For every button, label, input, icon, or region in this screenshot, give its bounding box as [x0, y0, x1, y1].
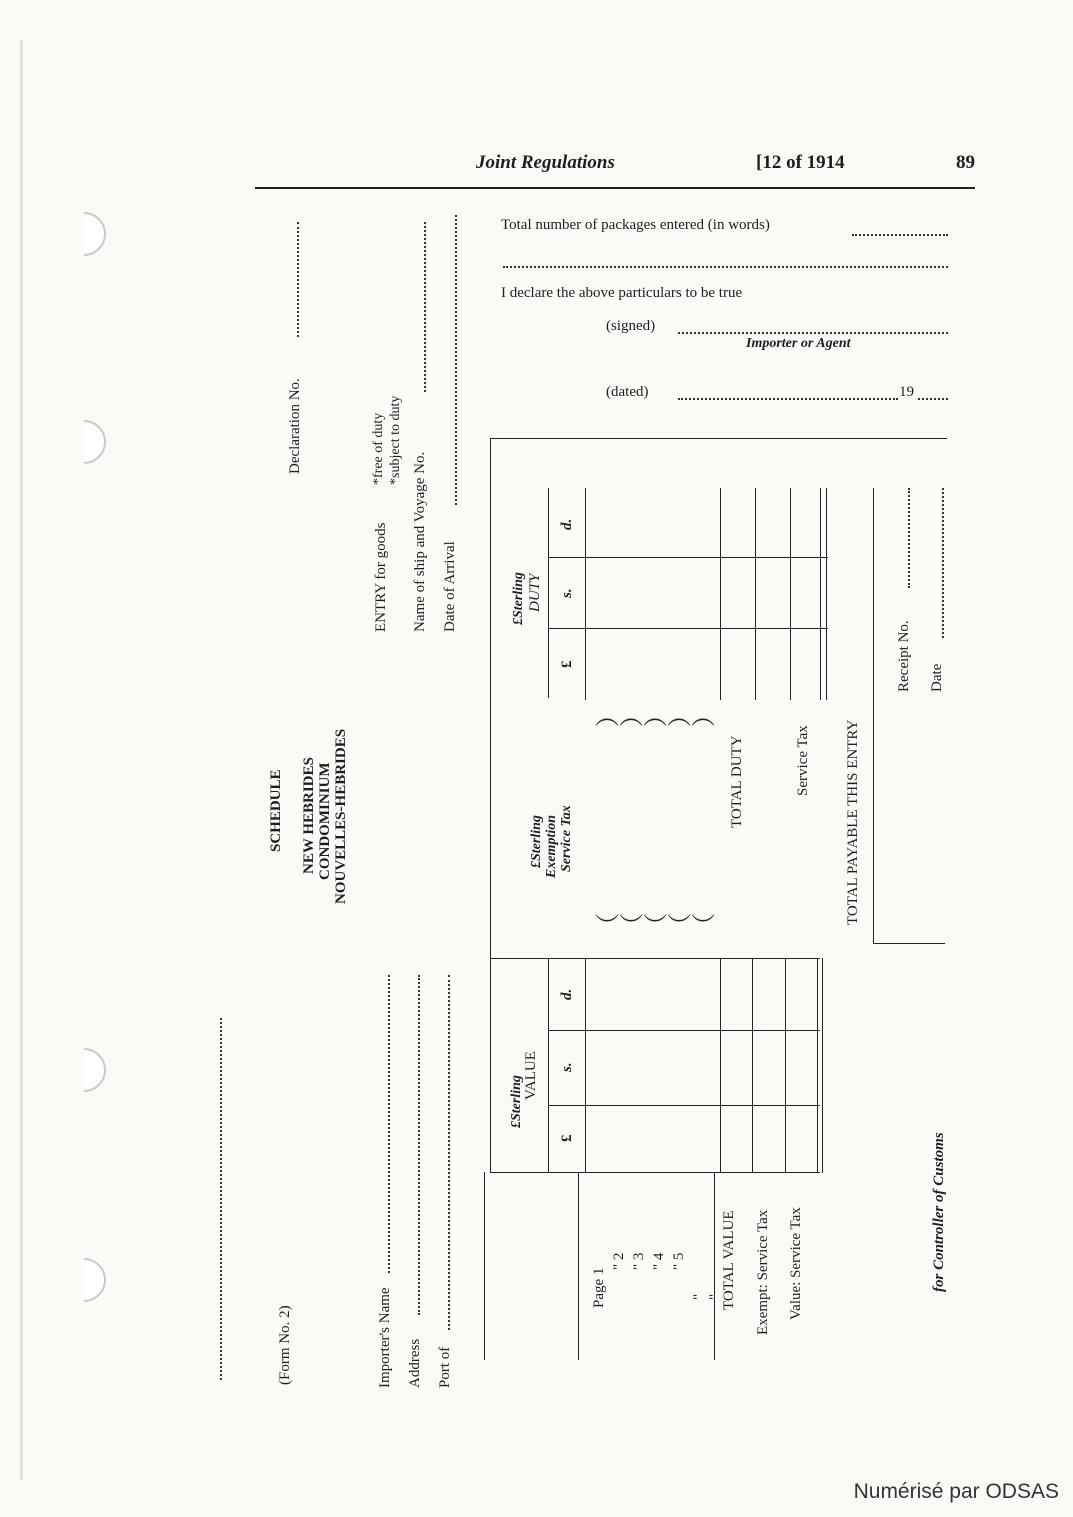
exemption-heading-sterling: £Sterling: [529, 815, 544, 868]
value-pence-col: d.: [559, 988, 575, 1000]
exemption-heading: Exemption: [544, 814, 559, 878]
date-field[interactable]: [678, 398, 898, 400]
payable-box-left: [873, 488, 874, 944]
value-heading: VALUE: [523, 1051, 539, 1100]
free-of-duty-option[interactable]: *free of duty: [371, 412, 386, 485]
territory-nouvelles-hebrides: NOUVELLES-HEBRIDES: [333, 728, 349, 904]
value-shilling-col: s.: [559, 1062, 575, 1072]
total-packages-label: Total number of packages entered (in words): [501, 217, 770, 233]
date-of-arrival-label: Date of Arrival: [442, 541, 458, 632]
receipt-no-label: Receipt No.: [896, 620, 912, 692]
page-3-row: " 3: [631, 1252, 647, 1270]
receipt-date-field[interactable]: [942, 488, 944, 638]
schedule-heading: SCHEDULE: [268, 769, 284, 852]
entry-for-goods-label: ENTRY for goods: [373, 522, 389, 632]
value-service-line: [785, 958, 786, 1173]
value-service-tax-label: Value: Service Tax: [788, 1207, 804, 1320]
exemption-brace-top: ︶︶︶︶︶: [595, 914, 715, 940]
year-prefix: 19: [899, 384, 914, 400]
total-packages-field[interactable]: [852, 234, 948, 236]
value-shilling-separator: [548, 1030, 820, 1031]
value-table-bottom: [490, 1172, 820, 1173]
value-exempt-line: [752, 958, 753, 1173]
total-duty-label: TOTAL DUTY: [729, 735, 745, 828]
column-rule-1: [490, 438, 491, 1173]
payable-box-bottom: [873, 943, 945, 944]
value-pound-separator: [548, 1105, 820, 1106]
running-header-act: [12 of 1914: [756, 152, 845, 173]
value-frame-right: [817, 958, 818, 1173]
duty-subhead-line: [548, 488, 549, 698]
date-of-arrival-field[interactable]: [455, 215, 457, 505]
duty-service-line: [755, 488, 756, 700]
page-edge: [20, 40, 23, 1480]
value-pound-col: £: [559, 1134, 575, 1142]
declaration-no-field[interactable]: [297, 222, 299, 337]
duty-table-top: [490, 438, 947, 439]
duty-frame-right-2: [826, 488, 827, 700]
page-5-row: " 5: [671, 1252, 687, 1270]
port-of-field[interactable]: [448, 975, 450, 1330]
header-rule: [255, 187, 975, 189]
controller-of-customs-caption: for Controller of Customs: [931, 1132, 947, 1292]
importers-name-field[interactable]: [388, 975, 390, 1273]
declaration-no-label: Declaration No.: [287, 378, 303, 474]
total-value-rule: [714, 1172, 715, 1360]
duty-pence-col: d.: [559, 518, 575, 530]
duty-frame-right: [820, 488, 821, 700]
receipt-no-field[interactable]: [908, 488, 910, 588]
punch-hole: [62, 420, 106, 464]
territory-new-hebrides: NEW HEBRIDES: [301, 757, 317, 874]
service-tax-label: Service Tax: [795, 725, 811, 796]
page-number: 89: [956, 152, 975, 173]
territory-condominium: CONDOMINIUM: [317, 762, 333, 880]
duty-heading: DUTY: [527, 573, 543, 612]
page-6-row: ": [691, 1293, 707, 1300]
exempt-service-tax-label: Exempt: Service Tax: [755, 1209, 771, 1335]
duty-pound-separator: [548, 628, 828, 629]
page-7-row: ": [707, 1293, 723, 1300]
signed-label: (signed): [606, 318, 656, 334]
duty-shilling-col: s.: [559, 588, 575, 598]
duty-service-line-2: [790, 488, 791, 700]
value-body-line: [585, 958, 586, 1173]
subject-to-duty-option[interactable]: *subject to duty: [388, 395, 403, 485]
ship-voyage-field[interactable]: [424, 222, 426, 392]
form-number: (Form No. 2): [277, 1305, 293, 1385]
importer-or-agent-caption: Importer or Agent: [746, 336, 851, 351]
signature-field[interactable]: [678, 332, 948, 334]
punch-hole: [62, 212, 106, 256]
column-rule-1b: [484, 1172, 485, 1360]
total-payable-label: TOTAL PAYABLE THIS ENTRY: [845, 719, 861, 925]
total-value-label: TOTAL VALUE: [721, 1210, 737, 1310]
receipt-date-label: Date: [929, 663, 945, 692]
duty-total-line: [720, 488, 721, 700]
page-4-row: " 4: [651, 1252, 667, 1270]
duty-pound-col: £: [559, 660, 575, 668]
value-subhead-line: [548, 958, 549, 1173]
ship-voyage-label: Name of ship and Voyage No.: [412, 451, 428, 632]
punch-hole: [62, 1048, 106, 1092]
total-packages-field-line-2[interactable]: [503, 266, 948, 268]
punch-hole: [62, 1258, 106, 1302]
exemption-brace-bottom: ︵︵︵︵︵: [595, 704, 715, 730]
importers-name-label: Importer's Name: [377, 1287, 393, 1388]
port-of-label: Port of: [437, 1346, 453, 1388]
declaration-statement: I declare the above particulars to be true: [501, 285, 743, 301]
exemption-heading-tax: Service Tax: [559, 805, 574, 872]
address-label: Address: [407, 1338, 423, 1388]
duty-body-line: [585, 488, 586, 700]
value-total-line: [720, 958, 721, 1173]
value-table-top: [490, 958, 820, 959]
page-2-row: " 2: [611, 1252, 627, 1270]
duty-heading-sterling: £Sterling: [511, 572, 526, 625]
duty-shilling-separator: [548, 557, 828, 558]
address-field[interactable]: [418, 975, 420, 1315]
running-header-title: Joint Regulations: [476, 152, 615, 173]
dated-label: (dated): [606, 384, 649, 400]
controller-signature-field[interactable]: [220, 1018, 222, 1380]
page-1-row: Page 1: [591, 1267, 607, 1308]
pages-column-line: [578, 1172, 579, 1360]
value-heading-sterling: £Sterling: [509, 1075, 524, 1128]
digitization-credit: Numérisé par ODSAS: [853, 1480, 1059, 1503]
year-field[interactable]: [918, 398, 948, 400]
value-frame-right-2: [822, 958, 823, 1173]
